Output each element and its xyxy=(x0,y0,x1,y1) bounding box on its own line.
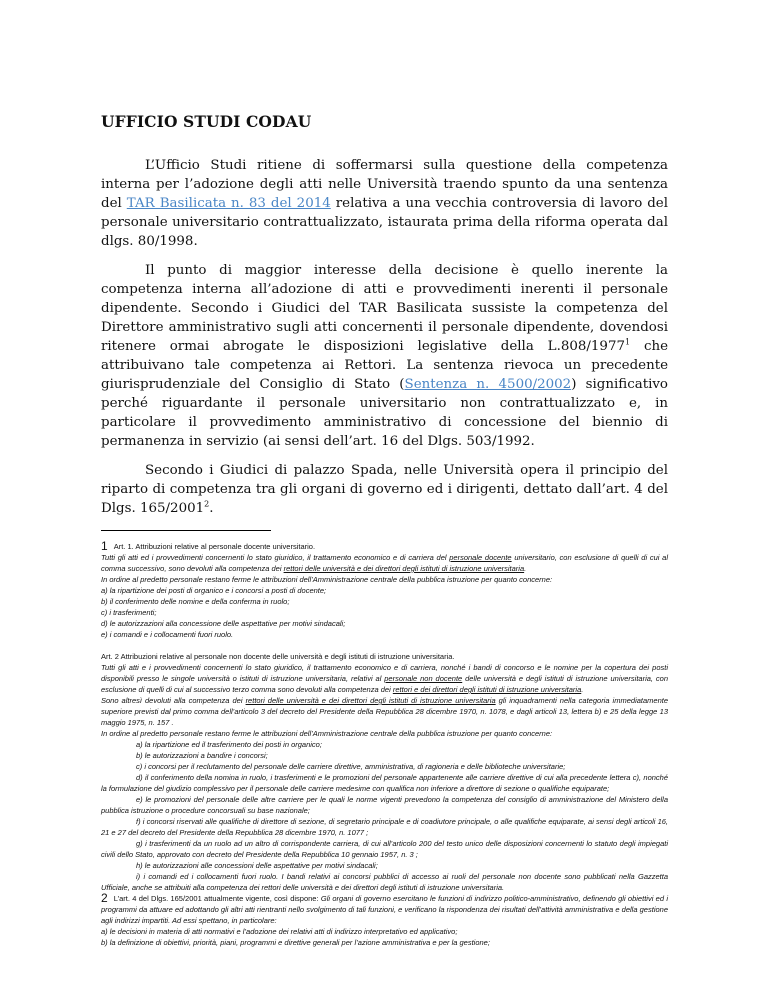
paragraph-1: L’Ufficio Studi ritiene di soffermarsi sulla questione della competenza interna per l’adozione degli atti nelle Università traendo spunto da una sentenza del TAR Basilicata n. 83 del 2014 relativa a una vecchia controversia di lavoro del personale universitario contrattualizzato, istaurata prima della riforma operata dal dlgs. 80/1998. xyxy=(101,158,669,249)
body-text xyxy=(101,156,668,528)
footnote-ref-1[interactable]: 1 xyxy=(624,337,631,347)
footnote-1-text: In ordine al predetto personale restano ferme le attribuzioni dell’Amministrazione centrale della pubblica istruzione per quanto concerne: xyxy=(101,575,553,584)
list-item: b) il conferimento delle nomine e della conferma in ruolo; xyxy=(101,597,290,606)
list-item: b) la definizione di obiettivi, priorità, piani, programmi e direttive generali per l’azione amministrativa e per la gestione; xyxy=(101,938,490,947)
list-item: d) il conferimento della nomina in ruolo, i trasferimenti e le promozioni del personale appartenente alle carriere direttive di cui alla precedente lettera c), nonché la formulazione del giudizio complessivo per il personale delle carriere medesime con qualifica non inferiore a direttore di sezione o qualifiche equiparate; xyxy=(101,773,668,793)
link-sentenza-4500[interactable]: Sentenza n. 4500/2002 xyxy=(404,377,572,392)
list-item: b) le autorizzazioni a bandire i concorsi; xyxy=(136,751,268,760)
list-item: c) i trasferimenti; xyxy=(101,608,157,617)
paragraph-2: Il punto di maggior interesse della decisione è quello inerente la competenza interna all’adozione di atti e provvedimenti inerenti il personale dipendente. Secondo i Giudici del TAR Basilicata sussiste la competenza del Direttore amministrativo sugli atti concernenti il personale dipendente, dovendosi ritenere ormai abrogate le disposizioni legislative della L.808/1977$^1$ che attribuivano tale competenza ai Rettori. La sentenza rievoca un precedente giurisprudenziale del Consiglio di Stato (Sentenza n. 4500/2002) significativo perché riguardante il personale universitario non contrattualizzato e, in particolare il provvedimento amministrativo di concessione del biennio di permanenza in servizio (ai sensi dell’art. 16 del Dlgs. 503/1992. xyxy=(101,263,668,449)
footnote-number-1: 1 xyxy=(101,539,108,553)
list-item: c) i concorsi per il reclutamento del personale delle carriere direttive, amministrativa, di ragioneria e delle biblioteche universitarie; xyxy=(136,762,566,771)
article-2-heading: Art. 2 Attribuzioni relative al personale non docente delle università e degli istituti di istruzione universitaria. xyxy=(101,652,455,661)
list-item: f) i concorsi riservati alle qualifiche di direttore di sezione, di segretario principale e di coadiutore principale, o alle qualifiche equiparate, ai sensi degli articoli 16, 21 e 27 del decreto del Presidente della Repubblica 28 dicembre 1970, n. 1077 ; xyxy=(101,817,668,837)
footnote-2-text: 2 L’art. 4 del Dlgs. 165/2001 attualmente vigente, così dispone: Gli organi di governo esercitano le funzioni di indirizzo politico-amministrativo, definendo gli obiettivi ed i programmi da attuare ed adottando gli altri atti rientranti nello svolgimento di tali funzioni, e verificano la rispondenza dei risultati dell’attività amministrativa e della gestione agli indirizzi impartiti. Ad essi spettano, in particolare: xyxy=(101,891,668,925)
article-2-text: Tutti gli atti e i provvedimenti concernenti lo stato giuridico, il trattamento economico e di carriera, nonché i bandi di concorso e le nomine per la copertura dei posti disponibili presso le singole università o istituti di istruzione universitaria, relativi al personale non docente delle università e degli istituti di istruzione universitaria, con esclusione di quelli di cui al successivo terzo comma sono devoluti alla competenza dei rettori e dei direttori degli istituti di istruzione universitaria. xyxy=(101,663,668,694)
footnote-1-heading: 1 Art. 1. Attribuzioni relative al personale docente universitario. xyxy=(101,539,316,553)
spacer xyxy=(101,640,668,651)
list-item: a) la ripartizione ed il trasferimento dei posti in organico; xyxy=(136,740,322,749)
list-item: e) i comandi e i collocamenti fuori ruolo. xyxy=(101,630,234,639)
list-item: d) le autorizzazioni alla concessione delle aspettative per motivi sindacali; xyxy=(101,619,346,628)
article-2-text: In ordine al predetto personale restano ferme le attribuzioni dell’Amministrazione centrale della pubblica istruzione per quanto concerne: xyxy=(101,729,553,738)
footnote-ref-2[interactable]: 2 xyxy=(204,499,210,509)
list-item: e) le promozioni del personale delle altre carriere per le quali le norme vigenti prevedono la competenza del consiglio di amministrazione del Ministero della pubblica istruzione o procedure concorsuali su base nazionale; xyxy=(101,795,668,815)
list-item: a) le decisioni in materia di atti normativi e l’adozione dei relativi atti di indirizzo interpretativo ed applicativo; xyxy=(101,927,458,936)
article-2-text: Sono altresì devoluti alla competenza dei rettori delle università e dei direttori degli istituti di istruzione universitaria gli inquadramenti nella categoria immediatamente superiore previsti dal primo comma dell’articolo 3 del decreto del Presidente della Repubblica 28 dicembre 1970, n. 1078, e dagli articoli 13, lettera b) e 25 della legge 13 maggio 1975, n. 157 . xyxy=(101,696,669,727)
list-item: a) la ripartizione dei posti di organico e i concorsi a posti di docente; xyxy=(101,586,327,595)
list-item: h) le autorizzazioni alle concessioni delle aspettative per motivi sindacali; xyxy=(136,861,378,870)
link-tar-basilicata[interactable]: TAR Basilicata n. 83 del 2014 xyxy=(126,196,331,211)
list-item: i) i comandi ed i collocamenti fuori ruolo. I bandi relativi ai concorsi pubblici di accesso ai ruoli del personale non docente sono pubblicati nella Gazzetta Ufficiale, anche se attribuiti alla competenza dei rettori delle università e dei direttori degli istituti di istruzione universitaria. xyxy=(101,872,668,892)
footnote-1-text: Tutti gli atti ed i provvedimenti concernenti lo stato giuridico, il trattamento economico e di carriera del personale docente universitario, con esclusione di quelli di cui al comma successivo, sono devoluti alla competenza dei rettori delle università e dei direttori degli istituti di istruzione universitaria. xyxy=(101,553,668,573)
paragraph-3: Secondo i Giudici di palazzo Spada, nelle Università opera il principio del riparto di competenza tra gli organi di governo ed i dirigenti, dettato dall’art. 4 del Dlgs. 165/2001$^2$. xyxy=(101,463,668,516)
list-item: g) i trasferimenti da un ruolo ad un altro di corrispondente carriera, di cui all’articolo 200 del testo unico delle disposizioni concernenti lo statuto degli impiegati civili dello Stato, approvato con decreto del Presidente della Repubblica 10 gennaio 1957, n. 3 ; xyxy=(101,839,668,859)
footnote-number-2: 2 xyxy=(101,891,108,905)
footnote-separator xyxy=(101,530,271,531)
footnotes xyxy=(101,541,668,948)
page-title: UFFICIO STUDI CODAU xyxy=(101,112,312,131)
